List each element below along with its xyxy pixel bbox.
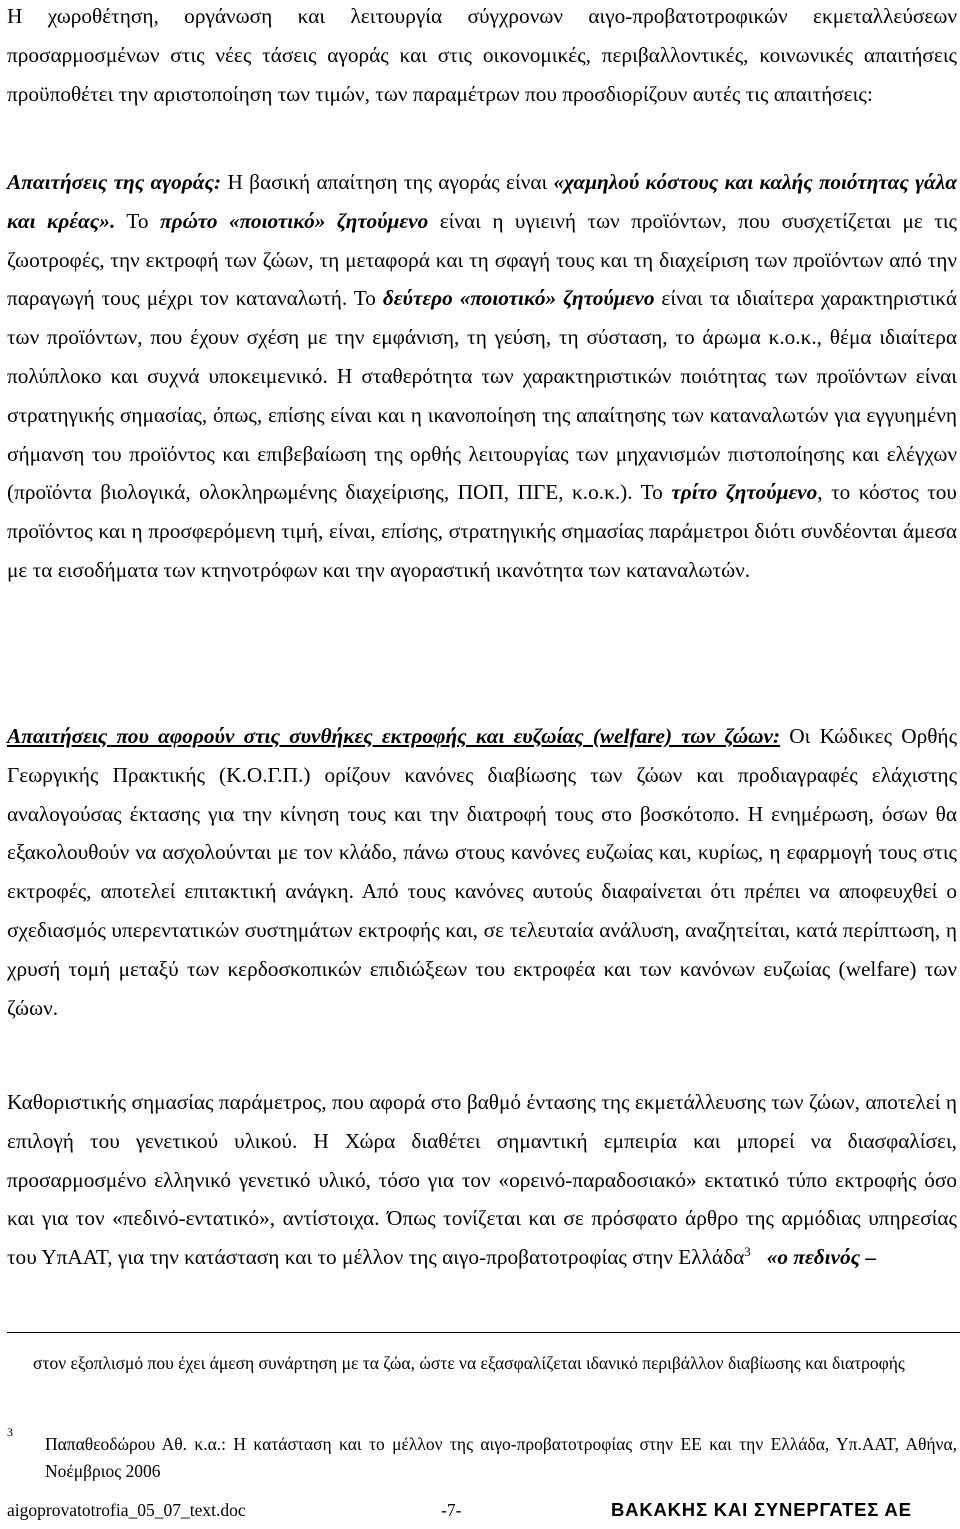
genetic-text: Καθοριστικής σημασίας παράμετρος, που αφορά στο βαθμό έντασης της εκμετάλλευσης των ζώων, αποτελεί η επιλογή του γενετικού υλικού. Η Χώρα διαθέτει σημαντική εμπειρία και μπορεί να διασφαλίσει, προσαρμοσμένο ελληνικό γενετικό υλικό, τόσο για τον «ορεινό-παραδοσιακό» εκτατικό τύπο εκτροφής όσο και για τον «πεδινό-εντατικό», αντίστοιχα. Όπως τονίζεται και σε πρόσφατο άρθρο της αρμόδιας υπηρεσίας του ΥπΑΑΤ, για την κατάσταση και το μέλλον της αιγο-προβατοτροφίας στην Ελλάδα bbox=[7, 1090, 957, 1270]
footnote-ref-3: 3 bbox=[744, 1244, 751, 1260]
genetic-material-paragraph bbox=[7, 1083, 957, 1277]
welfare-paragraph bbox=[7, 717, 957, 1027]
welfare-text: Οι Κώδικες Ορθής Γεωργικής Πρακτικής (Κ.Ο.Γ.Π.) ορίζουν κανόνες διαβίωσης των ζώων και προδιαγραφές ελάχιστης αναλογούσας έκτασης για την κίνηση τους και την διατροφή τους στο βοσκότοπο. Η ενημέρωση, όσων θα εξακολουθούν να ασχολούνται με τον κλάδο, πάνω στους κανόνες ευζωίας και, κυρίως, η εφαρμογή τους στις εκτροφές, αποτελεί επιτακτική ανάγκη. Από τους κανόνες αυτούς διαφαίνεται ότι πρέπει να αποφευχθεί ο σχεδιασμός υπερεντατικών συστημάτων εκτροφής και, σε τελευταία ανάλυση, αναζητείται, κατά περίπτωση, η χρυσή τομή μεταξύ των κερδοσκοπικών επιδιώξεων του εκτροφέα και των κανόνων ευζωίας (welfare) των ζώων. bbox=[7, 724, 958, 1020]
footnote-number-3: 3 bbox=[7, 1425, 13, 1439]
footnote-continuation: στον εξοπλισμό που έχει άμεση συνάρτηση με τα ζώα, ώστε να εξασφαλίζεται ιδανικό περιβάλλον διαβίωσης και διατροφής bbox=[33, 1353, 905, 1373]
first-quality-demand: πρώτο «ποιοτικό» ζητούμενο bbox=[160, 208, 429, 233]
market-emphasis-1: «χαμηλού κόστους και καλής ποιότητας γάλα και κρέας». bbox=[7, 170, 958, 233]
footer-company: ΒΑΚΑΚΗΣ ΚΑΙ ΣΥΝΕΡΓΑΤΕΣ ΑΕ bbox=[611, 1499, 912, 1520]
genetic-gap bbox=[751, 1245, 767, 1269]
third-demand: τρίτο ζητούμενο bbox=[671, 480, 818, 505]
lowland-quote: «ο πεδινός – bbox=[766, 1245, 877, 1270]
footnote-separator bbox=[7, 1332, 960, 1333]
second-quality-demand: δεύτερο «ποιοτικό» ζητούμενο bbox=[382, 286, 655, 311]
market-requirements-paragraph bbox=[7, 163, 957, 590]
welfare-heading: Απαιτήσεις που αφορούν στις συνθήκες εκτροφής και ευζωίας (welfare) των ζώων: bbox=[7, 724, 781, 748]
market-requirements-heading: Απαιτήσεις της αγοράς: bbox=[7, 170, 222, 194]
market-text-2: Το bbox=[115, 208, 160, 233]
intro-paragraph: Η χωροθέτηση, οργάνωση και λειτουργία σύγχρονων αιγο-προβατοτροφικών εκμεταλλεύσεων προσαρμοσμένων στις νέες τάσεις αγοράς και στις οικονομικές, περιβαλλοντικές, κοινωνικές απαιτήσεις προϋποθέτει την αριστοποίηση των τιμών, των παραμέτρων που προσδιορίζουν αυτές τις απαιτήσεις: bbox=[7, 4, 957, 106]
market-text-4: είναι τα ιδιαίτερα χαρακτηριστικά των προϊόντων, που έχουν σχέση με την εμφάνιση, τη γεύση, τη σύσταση, το άρωμα κ.ο.κ., θέμα ιδιαίτερα πολύπλοκο και συχνά υποκειμενικό. Η σταθερότητα των χαρακτηριστικών ποιότητας των προϊόντων είναι στρατηγικής σημασίας, όπως, επίσης είναι και η ικανοποίηση της απαίτησης των καταναλωτών για εγγυημένη σήμανση του προϊόντος και επιβεβαίωση της ορθής λειτουργίας των μηχανισμών πιστοποίησης και ελέγχων (προϊόντα βιολογικά, ολοκληρωμένης διαχείρισης, ΠΟΠ, ΠΓΕ, κ.ο.κ.). Το bbox=[7, 286, 958, 505]
footnote-3: Παπαθεοδώρου Αθ. κ.α.: Η κατάσταση και το μέλλον της αιγο-προβατοτροφίας στην ΕΕ και την Ελλάδα, Υπ.ΑΑΤ, Αθήνα, Νοέμβριος 2006 bbox=[45, 1434, 957, 1481]
market-text-5: , το κόστος του προϊόντος και η προσφερόμενη τιμή, είναι, επίσης, στρατηγικής σημασίας παράμετροι διότι συνδέονται άμεσα με τα εισοδήματα των κτηνοτρόφων και την αγοραστική ικανότητα των καταναλωτών. bbox=[7, 480, 957, 582]
market-text-1: Η βασική απαίτηση της αγοράς είναι bbox=[221, 170, 554, 194]
footer-page-number: -7- bbox=[441, 1500, 462, 1520]
footer-filename: aigoprovatotrofia_05_07_text.doc bbox=[7, 1500, 246, 1520]
market-text-3: είναι η υγιεινή των προϊόντων, που συσχετίζεται με τις ζωοτροφές, την εκτροφή των ζώων, τη μεταφορά και τη σφαγή τους και τη διαχείριση των προϊόντων από την παραγωγή τους μέχρι τον καταναλωτή. Το bbox=[7, 208, 957, 311]
